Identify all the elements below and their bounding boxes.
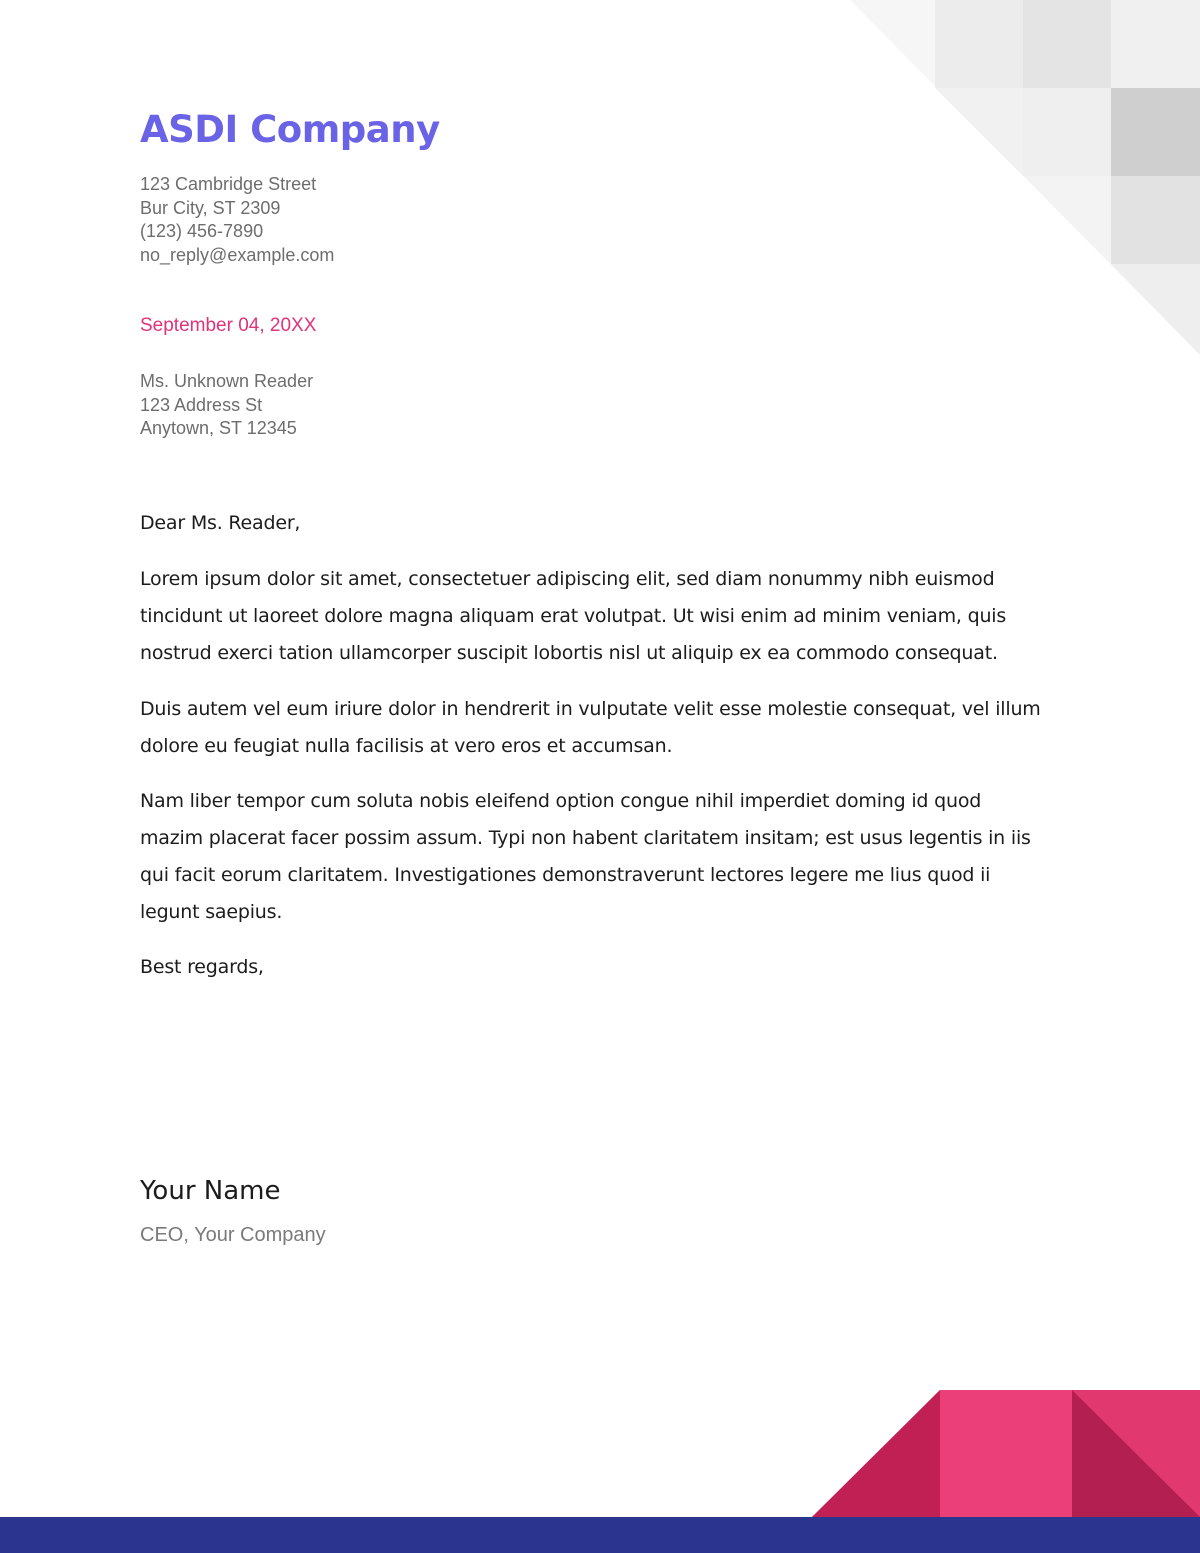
paragraph-line: Nam liber tempor cum soluta nobis eleifend option congue nihil imperdiet doming id quod	[140, 790, 982, 812]
recipient-name: Ms. Unknown Reader	[140, 371, 314, 391]
letter-date: September 04, 20XX	[140, 315, 317, 336]
recipient-address	[140, 370, 313, 441]
paragraph-3	[140, 783, 1060, 931]
paragraph-line: Duis autem vel eum iriure dolor in hendrerit in vulputate velit esse molestie consequat, vel illum	[140, 698, 1041, 720]
sender-email: no_reply@example.com	[140, 244, 335, 265]
recipient-street: 123 Address St	[140, 394, 263, 415]
paragraph-line: legunt saepius.	[140, 901, 283, 923]
paragraph-1	[140, 561, 1060, 672]
signature-name: Your Name	[140, 1176, 281, 1206]
sender-phone: (123) 456-7890	[140, 221, 264, 241]
paragraph-line: mazim placerat facer possim assum. Typi non habent claritatem insitam; est usus legentis in iis	[140, 827, 1031, 849]
paragraph-line: qui facit eorum claritatem. Investigationes demonstraverunt lectores legere me lius quod ii	[140, 864, 991, 886]
sender-street: 123 Cambridge Street	[140, 174, 317, 194]
greeting: Dear Ms. Reader,	[140, 512, 301, 534]
paragraph-line: tincidunt ut laoreet dolore magna aliquam erat volutpat. Ut wisi enim ad minim veniam, quis	[140, 605, 1007, 627]
paragraph-line: nostrud exerci tation ullamcorper suscipit lobortis nisl ut aliquip ex ea commodo consequat.	[140, 642, 998, 664]
closing: Best regards,	[140, 956, 264, 978]
company-name: ASDI Company	[140, 108, 440, 151]
recipient-city: Anytown, ST 12345	[140, 418, 297, 438]
paragraph-line: dolore eu feugiat nulla facilisis at vero eros et accumsan.	[140, 735, 673, 757]
paragraph-line: Lorem ipsum dolor sit amet, consectetuer adipiscing elit, sed diam nonummy nibh euismod	[140, 568, 995, 590]
sender-address	[140, 173, 334, 267]
paragraph-2	[140, 691, 1060, 765]
signature-title: CEO, Your Company	[140, 1224, 326, 1246]
footer-bar	[0, 1517, 1200, 1553]
sender-city: Bur City, ST 2309	[140, 197, 281, 218]
